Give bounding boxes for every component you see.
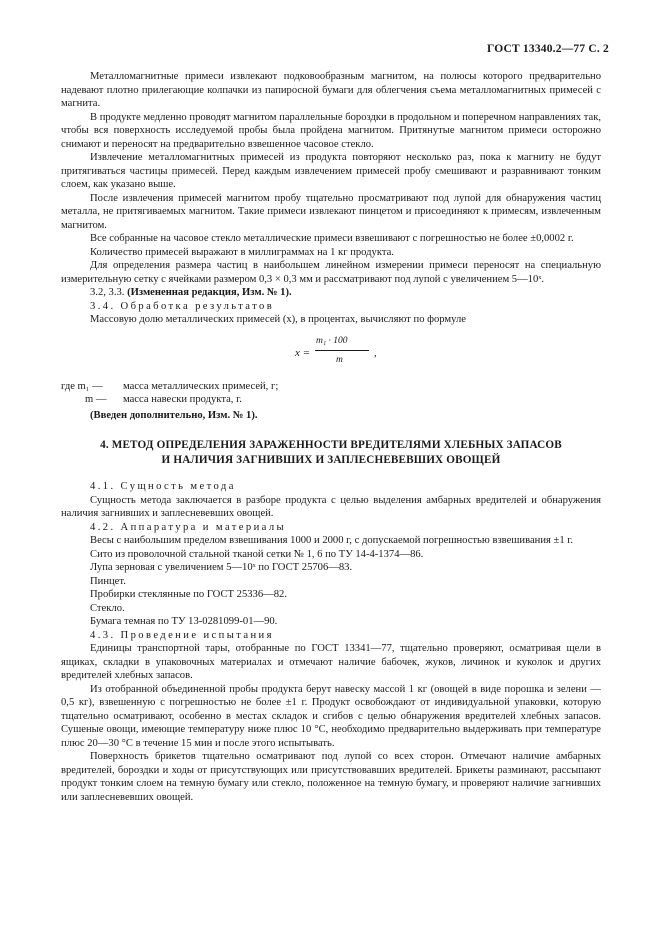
formula-comma: ,: [374, 347, 377, 359]
heading-line: 4. МЕТОД ОПРЕДЕЛЕНИЯ ЗАРАЖЕННОСТИ ВРЕДИТЕЛЯМИ ХЛЕБНЫХ ЗАПАСОВ: [100, 439, 562, 451]
definition-label: m —: [85, 394, 107, 405]
amendment-note: [61, 286, 601, 300]
paragraph: Из отобранной объединенной пробы продукта берут навеску массой 1 кг (овощей в виде порошка и зелени — 0,5 кг), взвешенную с погрешностью не более ±1 г. Продукт освобождают от индивидуальной упаковки, которую тщательно осматривают, особенно в местах складок и сгибов с целью обнаружения вредителей хлебных запасов. Сушеные овощи, имеющие температуру ниже плюс 10 °С, необходимо предварительно выдерживать при температуре плюс 20—30 °С в течение 15 мин и после этого испытывать.: [61, 683, 601, 749]
definition-row: [61, 393, 601, 407]
paragraph: Пробирки стеклянные по ГОСТ 25336—82.: [90, 589, 287, 600]
formula: [61, 330, 601, 378]
paragraph: В продукте медленно проводят магнитом параллельные бороздки в продольном и поперечном направлениях так, чтобы вся поверхность исследуемой пробы была пройдена магнитом. Притянутые магнитом примеси осторожно снимают и переносят на предварительно взвешенное часовое стекло.: [61, 111, 601, 150]
section-number: 3.2, 3.3.: [90, 287, 125, 298]
paragraph: Лупа зерновая с увеличением 5—10ˣ по ГОСТ 25706—83.: [90, 562, 353, 573]
section-heading-4-3: 4.3. Проведение испытания: [90, 629, 274, 641]
section-heading-4-2: 4.2. Аппаратура и материалы: [90, 521, 287, 533]
paragraph: Извлечение металломагнитных примесей из продукта повторяют несколько раз, пока к магниту не будут притягиваться частицы примесей. Перед каждым извлечением примесей пробу смешивают и разравнивают тонким слоем, как указано выше.: [61, 152, 601, 190]
paragraph: Весы с наибольшим пределом взвешивания 1000 и 2000 г, с допускаемой погрешностью взвешивания ±1 г.: [90, 535, 574, 546]
heading-line: И НАЛИЧИЯ ЗАГНИВШИХ И ЗАПЛЕСНЕВЕВШИХ ОВОЩЕЙ: [161, 454, 501, 466]
amendment-text: (Измененная редакция, Изм. № 1).: [127, 287, 292, 298]
definition-label: где m₁ —: [61, 380, 103, 392]
paragraph: Сито из проволочной стальной тканой сетки № 1, 6 по ТУ 14-4-1374—86.: [90, 548, 424, 560]
section-heading-4: [61, 438, 601, 468]
section-heading-3-4: 3.4. Обработка результатов: [90, 300, 275, 312]
fraction-bar: [315, 350, 369, 351]
formula-lhs: x =: [295, 346, 311, 359]
paragraph: Сущность метода заключается в разборе продукта с целью выделения амбарных вредителей и обнаружения наличия загнивших и заплесневевших овощей.: [61, 494, 601, 519]
definition-text: масса металлических примесей, г;: [123, 380, 279, 392]
paragraph: Металломагнитные примеси извлекают подковообразным магнитом, на полюсы которого предварительно надевают плотно прилегающие колпачки из папиросной бумаги для облегчения съема металломагнитных примесей с магнита.: [61, 71, 601, 109]
formula-denominator: m: [336, 354, 343, 365]
paragraph: После извлечения примесей магнитом пробу тщательно просматривают под лупой для обнаружения частиц металла, не притягиваемых магнитом. Такие примеси извлекают пинцетом и присоединяют к примесям, извлеченным магнитом.: [61, 192, 601, 231]
page-header: ГОСТ 13340.2—77 С. 2: [486, 43, 609, 55]
paragraph: Для определения размера частиц в наибольшем линейном измерении примеси переносят на специальную измерительную сетку с ячейками размером 0,3 × 0,3 мм и рассматривают под лупой с увеличением 5—10ˣ.: [61, 260, 601, 285]
section-heading-4-1: 4.1. Сущность метода: [90, 481, 236, 492]
document-body: [61, 70, 601, 804]
paragraph: Пинцет.: [90, 575, 126, 587]
definition-row: [61, 380, 601, 394]
paragraph: Бумага темная по ТУ 13-0281099-01—90.: [90, 616, 278, 627]
paragraph: Массовую долю металлических примесей (x), в процентах, вычисляют по формуле: [90, 314, 466, 325]
paragraph: Поверхность брикетов тщательно осматривают под лупой со всех сторон. Отмечают наличие амбарных вредителей, бороздки и ходы от присутствующих или присутствовавших вредителей. Брикеты разминают, рассыпают продукт тонким слоем на темную бумагу или стекло, положенное на темную бумагу, и проверяют наличие загнивших или заплесневевших овощей.: [61, 751, 601, 803]
amendment-text: (Введен дополнительно, Изм. № 1).: [90, 409, 258, 421]
definition-text: масса навески продукта, г.: [123, 394, 242, 405]
paragraph: Стекло.: [90, 602, 125, 614]
paragraph: Количество примесей выражают в миллиграммах на 1 кг продукта.: [90, 246, 394, 258]
paragraph: Все собранные на часовое стекло металлические примеси взвешивают с погрешностью не более ±0,0002 г.: [90, 233, 574, 244]
formula-numerator: m₁ · 100: [316, 335, 348, 346]
paragraph: Единицы транспортной тары, отобранные по ГОСТ 13341—77, тщательно проверяют, осматривая щели в ящиках, складки в упаковочных материалах и отмечают наличие бабочек, жуков, личинок и куколок и других вредителей хлебных запасов.: [61, 643, 601, 681]
